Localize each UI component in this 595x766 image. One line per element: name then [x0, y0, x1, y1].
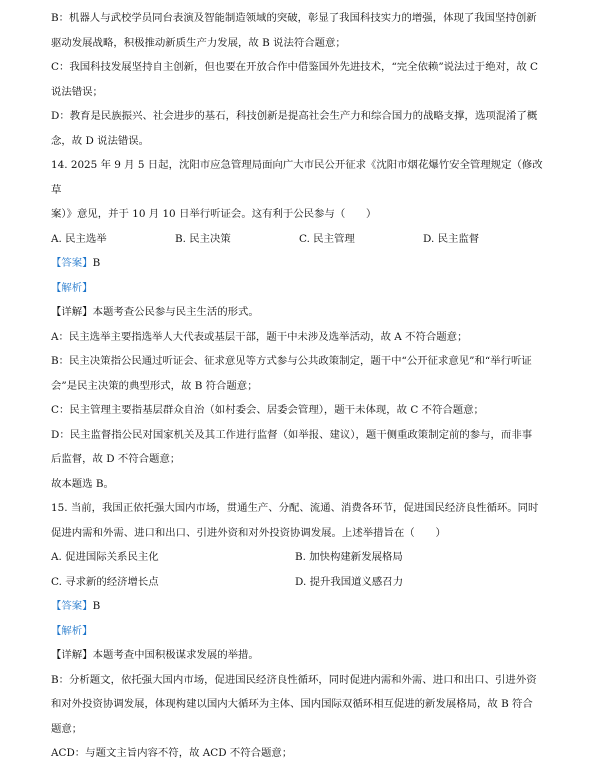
previous-question-analysis [51, 6, 551, 153]
option-b-explanation-line: B：机器人与武校学员同台表演及智能制造领域的突破，彰显了我国科技实力的增强，体现了我国坚持创新 [51, 12, 537, 24]
option-c: C. 寻求新的经济增长点 [51, 575, 159, 588]
option-c-explanation-line: 说法错误； [51, 85, 103, 98]
detail-tag: 【详解】 [51, 306, 93, 318]
detail-intro: 本题考查公民参与民主生活的形式。 [92, 306, 259, 318]
question-stem-line: 案）》意见，并于 10 月 10 日举行听证会。这有利于公民参与（ ） [51, 208, 377, 220]
option-c-explanation-line: C：我国科技发展坚持自主创新，但也要在开放合作中借鉴国外先进技术，“完全依赖”说法过于绝对，故 C [51, 61, 539, 73]
detail-tag: 【详解】 [51, 649, 93, 661]
option-c-explanation-line: C：民主管理主要指基层群众自治（如村委会、居委会管理），题干未体现，故 C 不符合题意； [51, 404, 484, 416]
detail-line [51, 643, 551, 668]
detail-line [51, 300, 551, 325]
question-14 [51, 153, 551, 496]
answer-tag: 【答案】 [51, 600, 93, 612]
question-stem-line: 促进内需和外需、进口和出口、引进外资和对外投资协调发展。上述举措旨在（ ） [51, 526, 446, 539]
option-b-explanation-line: 题意； [51, 722, 83, 735]
option-c: C. 民主管理 [299, 232, 355, 245]
detail-intro: 本题考查中国积极谋求发展的举措。 [92, 649, 259, 661]
document-page [51, 6, 551, 766]
conclusion-line: 故本题选 B。 [51, 477, 114, 490]
analysis-line [51, 276, 551, 301]
option-b-explanation-line: 驱动发展战略，积极推动新质生产力发展，故 B 说法符合题意； [51, 36, 346, 49]
answer-tag: 【答案】 [51, 257, 93, 269]
analysis-line [51, 619, 551, 644]
option-a-explanation-line: A：民主选举主要指选举人大代表或基层干部，题干中未涉及选举活动，故 A 不符合题意； [51, 330, 468, 343]
option-b-explanation-line: B：民主决策指公民通过听证会、征求意见等方式参与公共政策制定，题干中“公开征求意见”和“举行听证 [51, 355, 532, 367]
option-acd-explanation-line: ACD：与题文主旨内容不符，故 ACD 不符合题意； [51, 747, 293, 759]
option-a: A. 促进国际关系民主化 [51, 551, 159, 563]
question-stem-line: 15. 当前，我国正依托强大国内市场，贯通生产、分配、流通、消费各环节，促进国民经济良性循环。同时 [51, 502, 539, 514]
option-b-explanation-line: 和对外投资协调发展，体现构建以国内大循环为主体、国内国际双循环相互促进的新发展格局，故 B 符合 [51, 698, 533, 710]
option-a: A. 民主选举 [51, 232, 107, 245]
question-options [51, 227, 551, 252]
question-options-row [51, 545, 551, 570]
option-d: D. 提升我国道义感召力 [295, 575, 404, 588]
analysis-tag: 【解析】 [51, 281, 93, 294]
option-b: B. 加快构建新发展格局 [295, 551, 403, 563]
option-d-explanation-line: 后监督，故 D 不符合题意； [51, 453, 181, 465]
question-options-row [51, 570, 551, 595]
option-b-explanation-line: B：分析题文，依托强大国内市场，促进国民经济良性循环，同时促进内需和外需、进口和出口、引进外资 [51, 673, 537, 686]
option-d-explanation-line: D：教育是民族振兴、社会进步的基石，科技创新是提高社会生产力和综合国力的战略支撑，选项混淆了概 [51, 110, 538, 122]
question-stem-line: 14. 2025 年 9 月 5 日起，沈阳市应急管理局面向广大市民公开征求《沈阳市烟花爆竹安全管理规定（修改草 [51, 159, 543, 196]
option-d: D. 民主监督 [423, 232, 480, 245]
analysis-tag: 【解析】 [51, 624, 93, 637]
option-d-explanation-line: D：民主监督指公民对国家机关及其工作进行监督（如举报、建议），题干侧重政策制定前的参与，而非事 [51, 428, 533, 441]
answer-line [51, 251, 551, 276]
option-b-explanation-line: 会”是民主决策的典型形式，故 B 符合题意； [51, 379, 258, 392]
answer-value: B [92, 600, 101, 612]
question-15 [51, 496, 551, 766]
option-b: B. 民主决策 [175, 232, 231, 245]
option-d-explanation-line: 念，故 D 说法错误。 [51, 134, 150, 147]
answer-line [51, 594, 551, 619]
answer-value: B [92, 257, 101, 269]
